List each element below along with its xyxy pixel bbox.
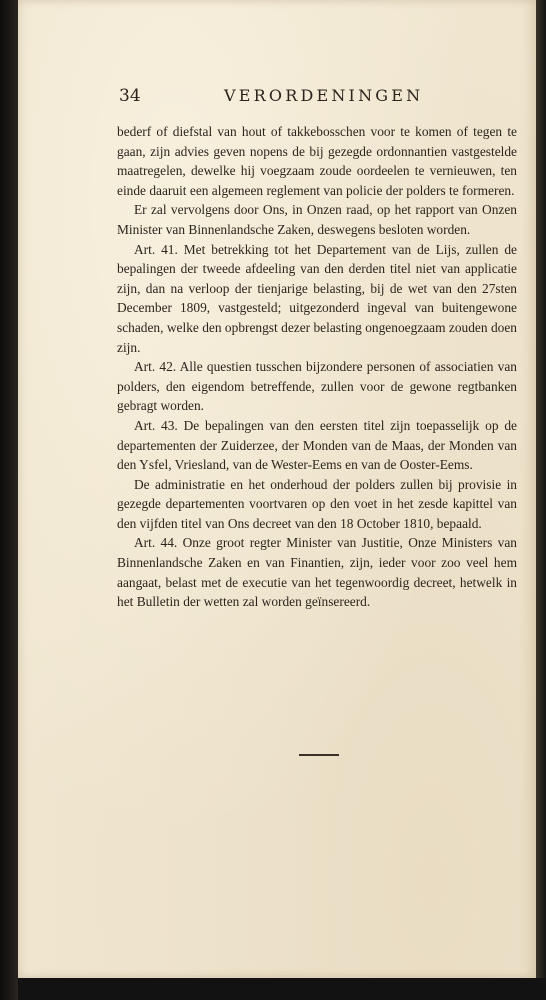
paragraph: De administratie en het onderhoud der polders zullen bij provisie in gezegde departementen voortvaren op den voet in het zesde kapittel van den vijfden titel van Ons decreet van den 18 October 1810, bepaald. <box>117 476 517 531</box>
closing-rule <box>299 754 339 756</box>
paragraph-article-41: Art. 41. Met betrekking tot het Departement van de Lijs, zullen de bepalingen der tweede afdeeling van den derden titel niet van applicatie zijn, dan na verloop der tienjarige belasting, bij de wet van den 27sten December 1809, vastgesteld; uitgezonderd ingeval van buitengewone schaden, welke den opbrengst dezer belasting ongenoegzaam zouden doen zijn. <box>117 241 517 355</box>
page-edge <box>536 0 546 978</box>
book-spine-shadow <box>0 0 18 1000</box>
body-text <box>117 122 517 612</box>
running-title: VERORDENINGEN <box>224 86 424 105</box>
scan-background <box>18 978 546 1000</box>
paragraph-article-43: Art. 43. De bepalingen van den eersten titel zijn toepasselijk op de departementen der Zuiderzee, der Monden van de Maas, der Monden van den Ysfel, Vriesland, van de Wester-Eems en van de Ooster-Eems. <box>117 417 517 473</box>
page-number: 34 <box>119 86 141 106</box>
page-header <box>119 86 519 110</box>
paragraph: Er zal vervolgens door Ons, in Onzen raad, op het rapport van Onzen Minister van Binnenlandsche Zaken, deswegens besloten worden. <box>117 202 517 237</box>
paragraph-article-44: Art. 44. Onze groot regter Minister van Justitie, Onze Ministers van Binnenlandsche Zaken en van Finantien, zijn, ieder voor zoo veel hem aangaat, belast met de executie van het tegenwoordig decreet, hetwelk in het Bulletin der wetten zal worden geïnsereerd. <box>117 535 517 610</box>
paragraph-continuation: bederf of diefstal van hout of takkebosschen voor te komen of tegen te gaan, zijn advies geven nopens de bij gezegde ordonnantien vastgestelde maatregelen, dewelke hij voegzaam zoude oordeelen te vernieuwen, ten einde daaruit een algemeen reglement van policie der polders te formeren. <box>117 124 517 198</box>
paragraph-article-42: Art. 42. Alle questien tusschen bijzondere personen of associatien van polders, den eigendom betreffende, zullen voor de gewone regtbanken gebragt worden. <box>117 359 517 414</box>
